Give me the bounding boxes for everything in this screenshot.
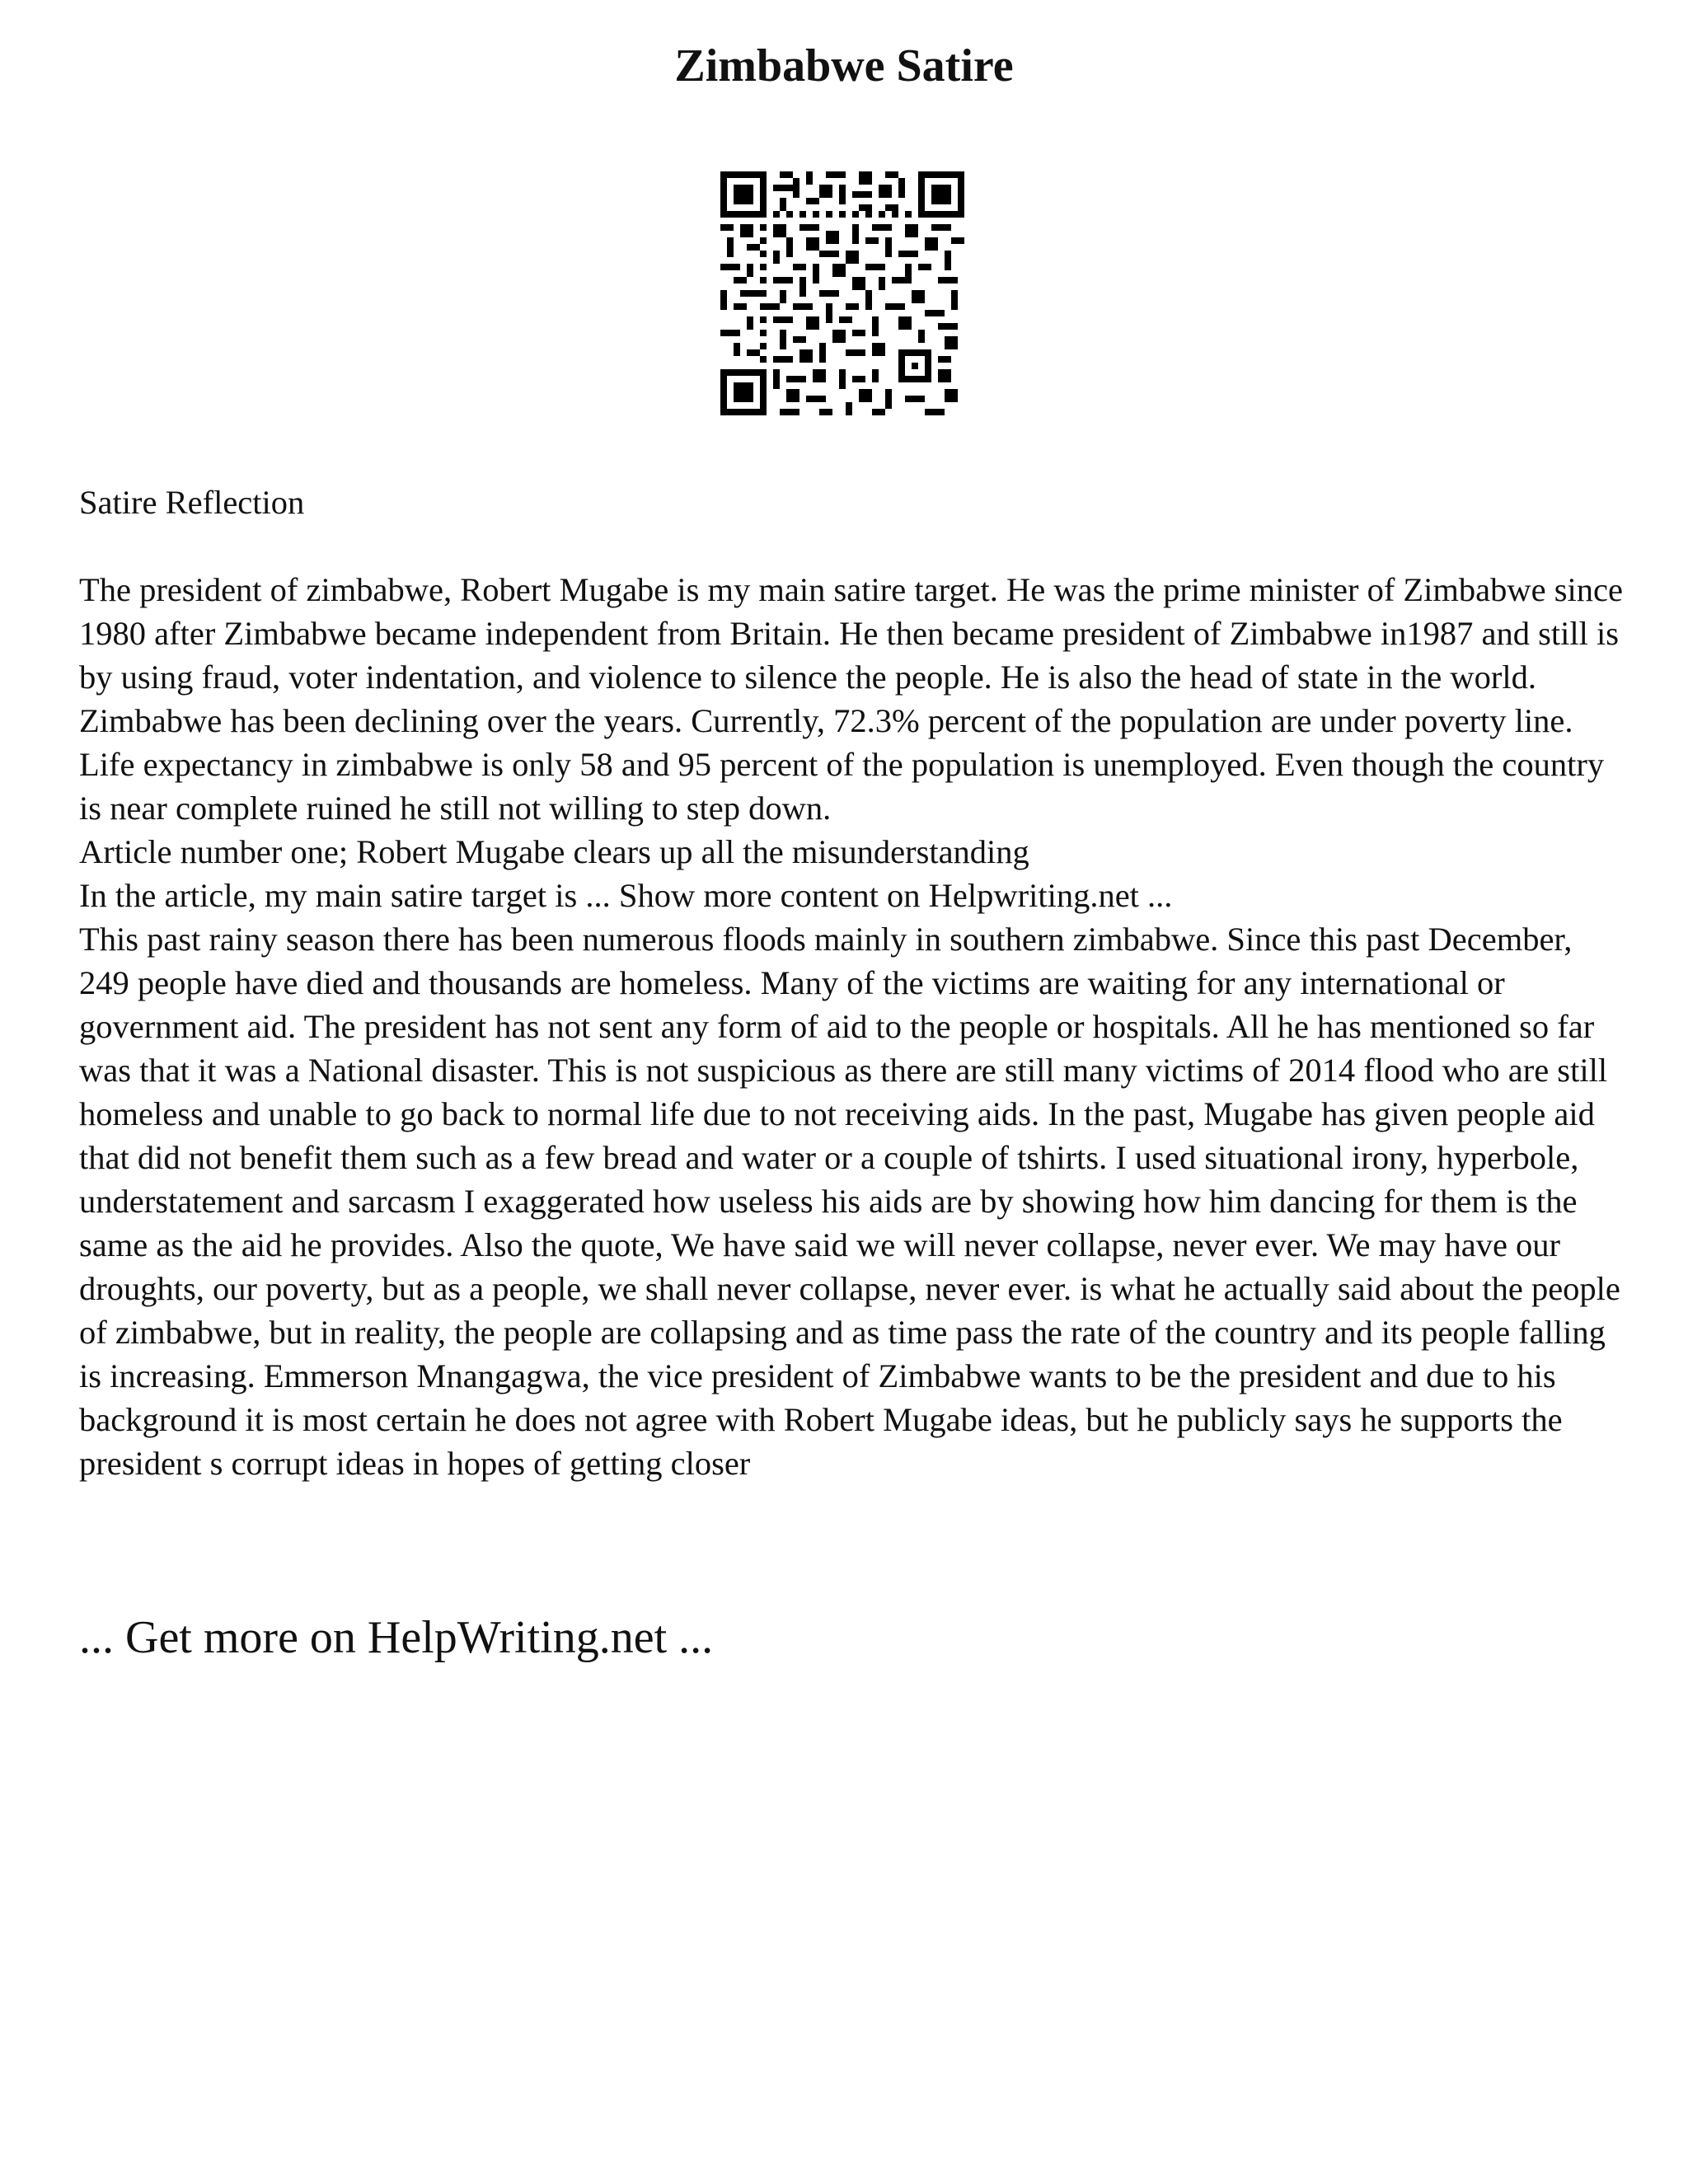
section-heading: Satire Reflection <box>79 484 305 521</box>
article-body <box>79 480 1629 1485</box>
paragraph-show-more: In the article, my main satire target is ... Show more content on Helpwriting.net ... <box>79 877 1173 914</box>
paragraph-introduction: The president of zimbabwe, Robert Mugabe is my main satire target. He was the prime minister of Zimbabwe since 1980 after Zimbabwe became independent from Britain. He then became president of Zimbabwe in1987 and still is by using fraud, voter indentation, and violence to silence the people. He is also the head of state in the world. Zimbabwe has been declining over the years. Currently, 72.3% percent of the population are under poverty line. Life expectancy in zimbabwe is only 58 and 95 percent of the population is unemployed. Even though the country is near complete ruined he still not willing to step down. <box>79 571 1623 827</box>
get-more-link[interactable]: ... Get more on HelpWriting.net ... <box>79 1612 714 1663</box>
paragraph-article-title: Article number one; Robert Mugabe clears up all the misunderstanding <box>79 833 1029 870</box>
paragraph-analysis: This past rainy season there has been numerous floods mainly in southern zimbabwe. Since this past December, 249 people have died and thousands are homeless. Many of the victims are waiting for any international or government aid. The president has not sent any form of aid to the people or hospitals. All he has mentioned so far was that it was a National disaster. This is not suspicious as there are still many victims of 2014 flood who are still homeless and unable to go back to normal life due to not receiving aids. In the past, Mugabe has given people aid that did not benefit them such as a few bread and water or a couple of tshirts. I used situational irony, hyperbole, understatement and sarcasm I exaggerated how useless his aids are by showing how him dancing for them is the same as the aid he provides. Also the quote, We have said we will never collapse, never ever. We may have our droughts, our poverty, but as a people, we shall never collapse, never ever. is what he actually said about the people of zimbabwe, but in reality, the people are collapsing and as time pass the rate of the country and its people falling is increasing. Emmerson Mnangagwa, the vice president of Zimbabwe wants to be the president and due to his background it is most certain he does not agree with Robert Mugabe ideas, but he publicly says he supports the president s corrupt ideas in hopes of getting closer <box>79 921 1620 1482</box>
qr-code-icon <box>720 171 964 415</box>
page-title: Zimbabwe Satire <box>674 40 1014 91</box>
